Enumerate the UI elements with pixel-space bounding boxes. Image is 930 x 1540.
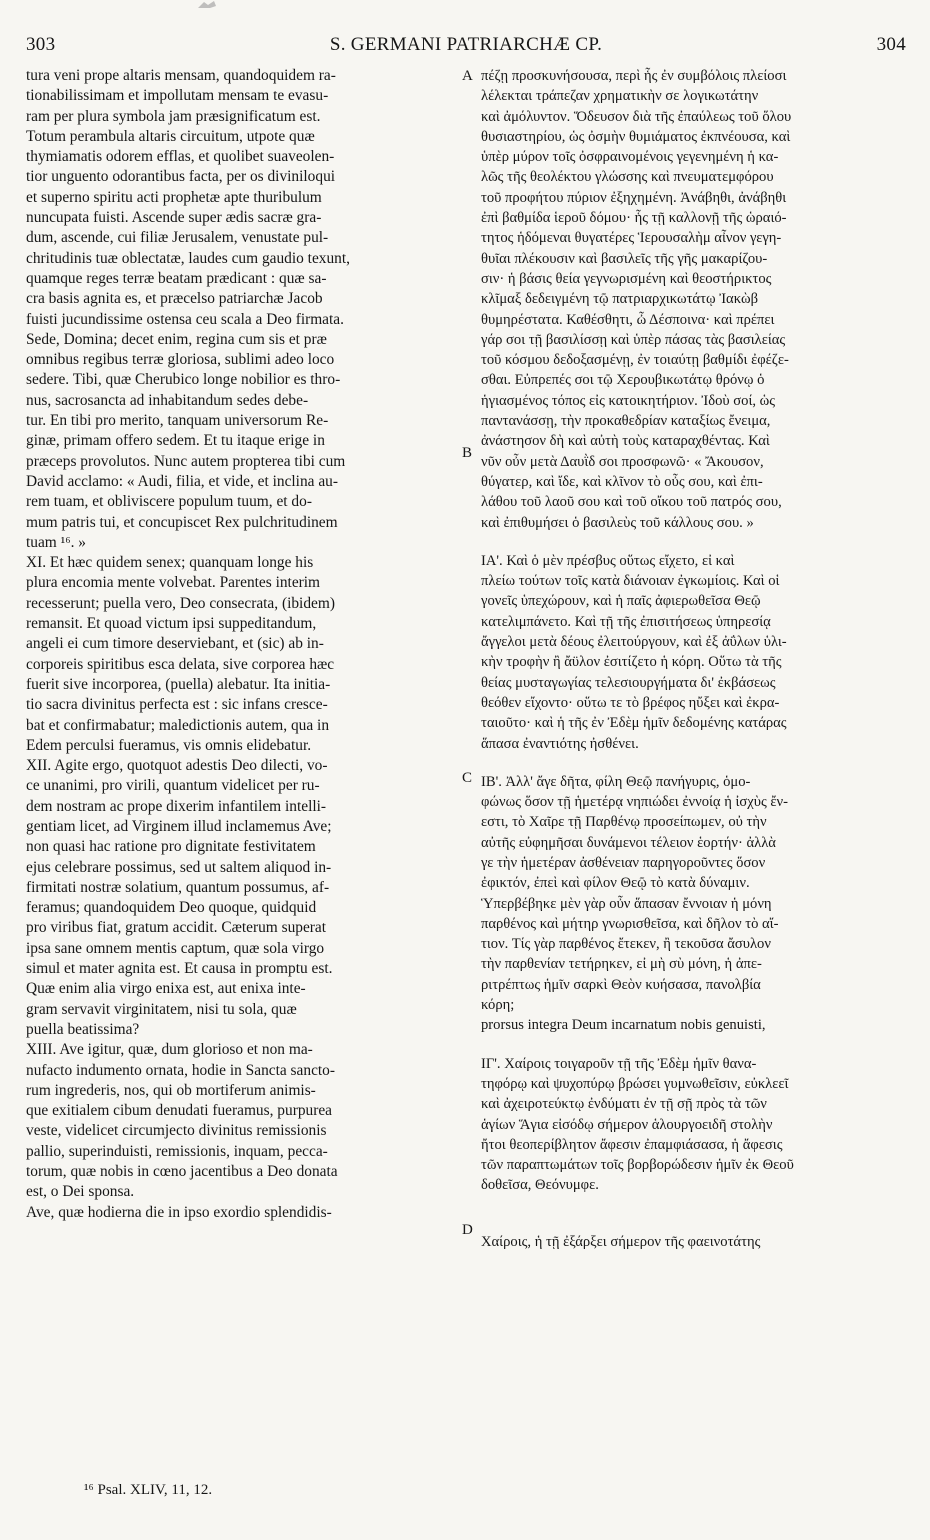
text-line: Quæ enim alia virgo enixa est, aut enixa inte- bbox=[26, 980, 306, 998]
text-line: ΙΒ'. Ἀλλ' ἄγε δῆτα, φίλη Θεῷ πανήγυρις, ὁμο- bbox=[481, 773, 751, 790]
margin-letter-d: D bbox=[462, 1222, 473, 1238]
text-line: Sede, Domina; decet enim, regina cum sis et præ bbox=[26, 330, 327, 348]
text-line: mum patris tui, et concupiscet Rex pulchritudinem bbox=[26, 513, 338, 531]
text-line: πλείω τούτων τοῖς κατὰ διάνοιαν ἐγκωμίοις. Καὶ οἱ bbox=[481, 573, 780, 590]
greek-column bbox=[481, 66, 906, 1456]
text-line: firmitati nostræ solatium, quantum possumus, af- bbox=[26, 878, 330, 896]
footnote: ¹⁶ Psal. XLIV, 11, 12. bbox=[84, 1482, 213, 1498]
text-line: recesserunt; puella vero, Deo consecrata, (ibidem) bbox=[26, 594, 335, 612]
text-line: ejus celebrare possimus, sed ut saltem aliquod in- bbox=[26, 858, 332, 876]
text-line: que exitialem cibum denudati fueramus, purpurea bbox=[26, 1102, 332, 1120]
text-line: gentiam licet, ad Virginem illud inclamemus Ave; bbox=[26, 817, 332, 835]
text-line: θεόθεν εἴχοντο· οὕτω τε τὸ βρέφος ηὔξει καὶ ἐκρα- bbox=[481, 694, 780, 711]
text-line: θυμηρέστατα. Καθέσθητι, ὦ Δέσποινα· καὶ πρέπει bbox=[481, 311, 775, 328]
text-line: nus, sacrosancta ad inhabitandum sedes debe- bbox=[26, 391, 309, 409]
paragraph-gap bbox=[481, 754, 906, 772]
text-line: Totum perambula altaris circuitum, utpote quæ bbox=[26, 127, 315, 145]
text-line: λάθου τοῦ λαοῦ σου καὶ τοῦ οἴκου τοῦ πατρός σου, bbox=[481, 494, 782, 511]
text-line: ipsa sane omnem mentis captum, quæ sola virgo bbox=[26, 939, 325, 957]
text-line: rum ingrederis, nos, qui ob mortiferum animis- bbox=[26, 1081, 316, 1099]
text-line: τιον. Τίς γὰρ παρθένος ἔτεκεν, ἢ τεκοῦσα ἄσυλον bbox=[481, 936, 771, 953]
text-line: XI. Et hæc quidem senex; quanquam longe his bbox=[26, 554, 314, 572]
text-line: torum, quæ nobis in cœno jacentibus a Deo donata bbox=[26, 1163, 338, 1181]
text-line: omnibus regibus terræ gloriosa, sublimi adeo loco bbox=[26, 351, 335, 369]
text-line: quamque reges terræ beatam prædicant : quæ sa- bbox=[26, 269, 327, 287]
text-line: prorsus integra Deum incarnatum nobis genuisti, bbox=[481, 1017, 766, 1034]
margin-letter-a: A bbox=[462, 68, 473, 84]
text-line: ἐφικτόν, ἐπεὶ καὶ φίλον Θεῷ τὸ κατὰ δύναμιν. bbox=[481, 875, 750, 892]
paragraph-gap bbox=[481, 1196, 906, 1232]
text-line: παρθένος καὶ μήτηρ γνωρισθεῖσα, καὶ δῆλον τὸ αἴ- bbox=[481, 915, 779, 932]
text-line: cra basis agnita es, et præcelso patriarchæ Jacob bbox=[26, 290, 323, 308]
text-line: λέλεκται τράπεζαν χρηματικὴν σε λογικωτάτην bbox=[481, 88, 759, 105]
text-line: fuisti jucundissime ostensa ceu scala a Deo firmata. bbox=[26, 310, 344, 328]
text-line: ἅπασα ἐναντιότης ἠσθένει. bbox=[481, 735, 639, 752]
text-line: πέζῃ προσκυνήσουσα, περὶ ἧς ἐν συμβόλοις πλείοσι bbox=[481, 68, 787, 84]
text-line: ΙΓ'. Χαίροις τοιγαροῦν τῇ τῆς Ἐδὲμ ἡμῖν θανα- bbox=[481, 1055, 757, 1072]
text-line: chritudinis tuæ oblectatæ, laudes cum gaudio texunt, bbox=[26, 249, 350, 267]
margin-letter-c: C bbox=[462, 770, 473, 786]
text-line: ἄγγελοι μετὰ δέους ἐλειτούργουν, καὶ ἐξ ἀΰλων ὑλι- bbox=[481, 634, 787, 651]
text-line: Χαίροις, ἡ τῇ ἐξάρξει σήμερον τῆς φαεινοτάτης bbox=[481, 1233, 761, 1250]
text-line: ginæ, primam offero sedem. Et tu itaque erige in bbox=[26, 432, 325, 450]
text-line: ἤτοι θεοπερίβλητον ἄφεσιν ἐπαμφιάσασα, ἡ ἄφεσις bbox=[481, 1136, 783, 1153]
text-line: tur. En tibi pro merito, tanquam universorum Re- bbox=[26, 412, 329, 430]
text-line: rem tuam, et obliviscere populum tuum, et do- bbox=[26, 493, 312, 511]
text-line: angeli ei cum timore deserviebant, et (sic) ab in- bbox=[26, 635, 324, 653]
text-line: ριτρέπτως ἡμῖν σαρκὶ Θεὸν κυήσασα, πανολβία bbox=[481, 976, 761, 993]
text-line: XII. Agite ergo, quotquot adestis Deo dilecti, vo- bbox=[26, 757, 328, 775]
text-line: est, o Dei sponsa. bbox=[26, 1183, 135, 1201]
text-line: νῦν οὖν μετὰ Δαυῒδ σοι προσφωνῶ· « Ἄκουσον, bbox=[481, 453, 764, 470]
text-line: thymiamatis odorem efflas, et quolibet suaveolen- bbox=[26, 148, 335, 166]
text-line: κλῖμαξ δεδειγμένη τῷ πατριαρχικωτάτῳ Ἰακὼβ bbox=[481, 291, 759, 308]
greek-block-1 bbox=[481, 66, 906, 533]
text-line: dum, ascende, cui filiæ Jerusalem, venustate pul- bbox=[26, 229, 329, 247]
text-line: bat et confirmabatur; maledictionis autem, qua in bbox=[26, 716, 330, 734]
running-header bbox=[26, 34, 906, 62]
text-line: θύγατερ, καὶ ἴδε, καὶ κλῖνον τὸ οὖς σου, καὶ ἐπι- bbox=[481, 473, 763, 490]
text-line: θείας μυσταγωγίας τελεσιουργήματα δι' ἐκβάσεως bbox=[481, 674, 776, 691]
text-line: δοθεῖσα, Θεόνυμφε. bbox=[481, 1177, 599, 1194]
text-line: tior unguento odorantibus facta, per os diviniloqui bbox=[26, 168, 336, 186]
text-line: nufacto indumento ornata, hodie in Sancta sancto- bbox=[26, 1061, 336, 1079]
text-line: tura veni prope altaris mensam, quandoquidem ra- bbox=[26, 67, 336, 84]
text-line: dem nostram ac prope dixerim infantilem intelli- bbox=[26, 797, 327, 815]
paragraph-gap bbox=[481, 533, 906, 551]
text-line: παντανάσσῃ, τὴν προκαθεδρίαν καταξίως ἔνειμα, bbox=[481, 413, 771, 430]
text-line: feramus; quandoquidem Deo quoque, quidquid bbox=[26, 899, 317, 917]
text-line: ΙΑ'. Καὶ ὁ μὲν πρέσβυς οὕτως εἴχετο, εἰ καὶ bbox=[481, 552, 735, 569]
text-line: tio sacra divinitus perfecta est : sic infans cresce- bbox=[26, 696, 328, 714]
text-line: præceps provolutos. Nunc autem propterea tibi cum bbox=[26, 452, 346, 470]
text-line: ἀνάστησον δὴ καὶ αὐτὴ τοὺς καταραχθέντας. Καὶ bbox=[481, 433, 770, 450]
paragraph-gap bbox=[481, 1036, 906, 1054]
text-line: κόρη; bbox=[481, 997, 515, 1014]
text-line: τὴν παρθενίαν τετήρηκεν, εἰ μὴ σὺ μόνη, ἡ ἀπε- bbox=[481, 956, 762, 973]
text-line: veste, videlicet circumjecto divinitus remissionis bbox=[26, 1122, 327, 1140]
text-line: plura encomia mente volvebat. Parentes interim bbox=[26, 574, 321, 592]
text-line: τητος ἡδόμεναι θυγατέρες Ἱερουσαλὴμ αἶνον γεγη- bbox=[481, 230, 782, 247]
text-line: καὶ ἀχειροτεύκτῳ ἐνδύματι ἐν τῇ σῇ πρὸς τὰ τῶν bbox=[481, 1096, 767, 1113]
text-line: corporeis spiritibus esca delata, sive corporea hæc bbox=[26, 655, 335, 673]
greek-block-4 bbox=[481, 1054, 906, 1196]
text-line: κὴν τροφὴν ἢ ἄϋλον ἐσιτίζετο ἡ κόρη. Οὕτω τὰ τῆς bbox=[481, 654, 782, 671]
greek-block-5 bbox=[481, 1232, 906, 1252]
text-line: τηφόρῳ καὶ ψυχοπύρῳ βρώσει γυμνωθεῖσιν, εὐκλεεῖ bbox=[481, 1075, 789, 1092]
text-line: sedere. Tibi, quæ Cherubico longe nobilior es thro- bbox=[26, 371, 341, 389]
text-line: καὶ ἐπιθυμήσει ὁ βασιλεὺς τοῦ κάλλους σου. » bbox=[481, 514, 754, 531]
text-line: simul et mater agnita est. Et causa in promptu est. bbox=[26, 960, 333, 978]
text-line: non quasi hac ratione pro dignitate festivitatem bbox=[26, 838, 316, 856]
page-number-left: 303 bbox=[26, 34, 56, 55]
text-line: γε τὴν ἡμετέραν ἀσθένειαν παρηγοροῦντες ὅσον bbox=[481, 854, 766, 871]
text-line: ὑπὲρ μύρον τοῖς ὀσφραινομένοις γεγενημένη ἡ κα- bbox=[481, 149, 779, 166]
text-line: Ave, quæ hodierna die in ipso exordio splendidis- bbox=[26, 1203, 332, 1221]
ink-smudge-icon bbox=[196, 0, 218, 10]
text-line: ἐπὶ βαθμίδα ἱεροῦ δόμου· ἧς τῇ καλλονῇ τῆς ὡραιό- bbox=[481, 210, 787, 227]
running-title: S. GERMANI PATRIARCHÆ CP. bbox=[329, 34, 603, 55]
text-line: Ὑπερβέβηκε μὲν γὰρ οὖν ἅπασαν ἔννοιαν ἡ μόνη bbox=[481, 895, 772, 912]
text-line: David acclamo: « Audi, filia, et vide, et inclina au- bbox=[26, 472, 338, 490]
text-line: κατελιμπάνετο. Καὶ τῇ τῆς ἐπισιτήσεως ὑπηρεσίᾳ bbox=[481, 613, 771, 630]
text-line: remansit. Et quoad victum ipsi suppeditandum, bbox=[26, 615, 317, 633]
text-line: τῶν παραπτωμάτων τοῖς βορβορώδεσιν ἡμῖν ἐκ Θεοῦ bbox=[481, 1157, 794, 1174]
text-line: fuerit sive incorporea, (puella) alebatur. Ita initia- bbox=[26, 675, 331, 693]
text-line: εστι, τὸ Χαῖρε τῇ Παρθένῳ προσείπωμεν, οὐ τὴν bbox=[481, 814, 767, 831]
text-line: tuam ¹⁶. » bbox=[26, 533, 86, 551]
greek-block-2 bbox=[481, 551, 906, 754]
latin-block-1 bbox=[26, 66, 458, 553]
text-line: nuncupata fuisti. Ascende super ædis sacræ gra- bbox=[26, 209, 322, 227]
latin-column bbox=[26, 66, 458, 1456]
text-line: τοῦ κόσμου δεδοξασμένῃ, ἐν τοιαύτῃ βαθμίδι ἐφέζε- bbox=[481, 352, 789, 369]
text-line: τοῦ προφήτου πύριον ἐξηχημένη. Ἀνάβηθι, ἀνάβηθι bbox=[481, 189, 787, 206]
text-line: λῶς τῆς θεολέκτου γλώσσης καὶ πνευματεμφόρου bbox=[481, 169, 774, 186]
text-line: tionabilissimam et impollutam mensam te evasu- bbox=[26, 87, 329, 105]
margin-letter-b: B bbox=[462, 445, 473, 461]
text-line: ram per plura symbola jam præsignificatum est. bbox=[26, 107, 321, 125]
text-line: ταιοῦτο· καὶ ἡ τῆς ἐν Ἐδὲμ ἡμῖν δεδομένης κατάρας bbox=[481, 715, 787, 732]
text-line: σιν· ἡ βάσις θεία γεγνωρισμένη καὶ θεοστήρικτος bbox=[481, 270, 772, 287]
text-line: θυῖαι πλέκουσιν καὶ βασιλεῖς τῆς γῆς μακαρίζου- bbox=[481, 250, 768, 267]
text-line: αὐτῆς εὐφημῆσαι δυνάμενοι τέλειον ἑορτήν· ἀλλὰ bbox=[481, 834, 776, 851]
text-line: καὶ ἀμόλυντον. Ὅδευσον διὰ τῆς ἐπαύλεως τοῦ ὅλου bbox=[481, 108, 792, 125]
text-line: ce unanimi, pro virili, quantum videlicet per ru- bbox=[26, 777, 320, 795]
latin-block-2 bbox=[26, 553, 458, 1223]
text-line: γονεῖς ὑπεχώρουν, καὶ ἡ παῖς ἀφιερωθεῖσα Θεῷ bbox=[481, 593, 761, 610]
text-line: θυσιαστηρίου, ὡς ὀσμὴν θυμιάματος ἐκπνέουσα, καὶ bbox=[481, 128, 791, 145]
text-line: pallio, superinduisti, remissionis, inquam, pecca- bbox=[26, 1142, 328, 1160]
text-line: et superno spiritu acti prophetæ apte thuribulum bbox=[26, 188, 322, 206]
text-line: puella beatissima? bbox=[26, 1020, 140, 1038]
text-line: σθαι. Εὐπρεπές σοι τῷ Χερουβικωτάτῳ θρόνῳ ὁ bbox=[481, 372, 765, 389]
text-line: gram servavit virginitatem, nisi tu sola, quæ bbox=[26, 1000, 297, 1018]
page-number-right: 304 bbox=[876, 34, 906, 55]
text-line: γάρ σοι τῇ βασιλίσσῃ καὶ ὑπὲρ πάσας τὰς βασιλείας bbox=[481, 331, 786, 348]
greek-block-3 bbox=[481, 772, 906, 1036]
text-line: Edem perculsi fueramus, vis omnis elidebatur. bbox=[26, 736, 312, 754]
text-line: pro viribus fiat, gratum accidit. Cæterum superat bbox=[26, 919, 327, 937]
text-line: XIII. Ave igitur, quæ, dum glorioso et non ma- bbox=[26, 1041, 313, 1059]
text-line: φώνως ὅσον τῇ ἡμετέρᾳ νηπιώδει ἐννοίᾳ ἡ ἰσχὺς ἔν- bbox=[481, 794, 789, 811]
text-line: ἡγιασμένος τόπος εἰς κατοικητήριον. Ἰδοὺ σοί, ὡς bbox=[481, 392, 776, 409]
text-line: ἁγίων Ἅγια εἰσόδῳ σήμερον ἁλουργοειδῆ στολὴν bbox=[481, 1116, 773, 1133]
